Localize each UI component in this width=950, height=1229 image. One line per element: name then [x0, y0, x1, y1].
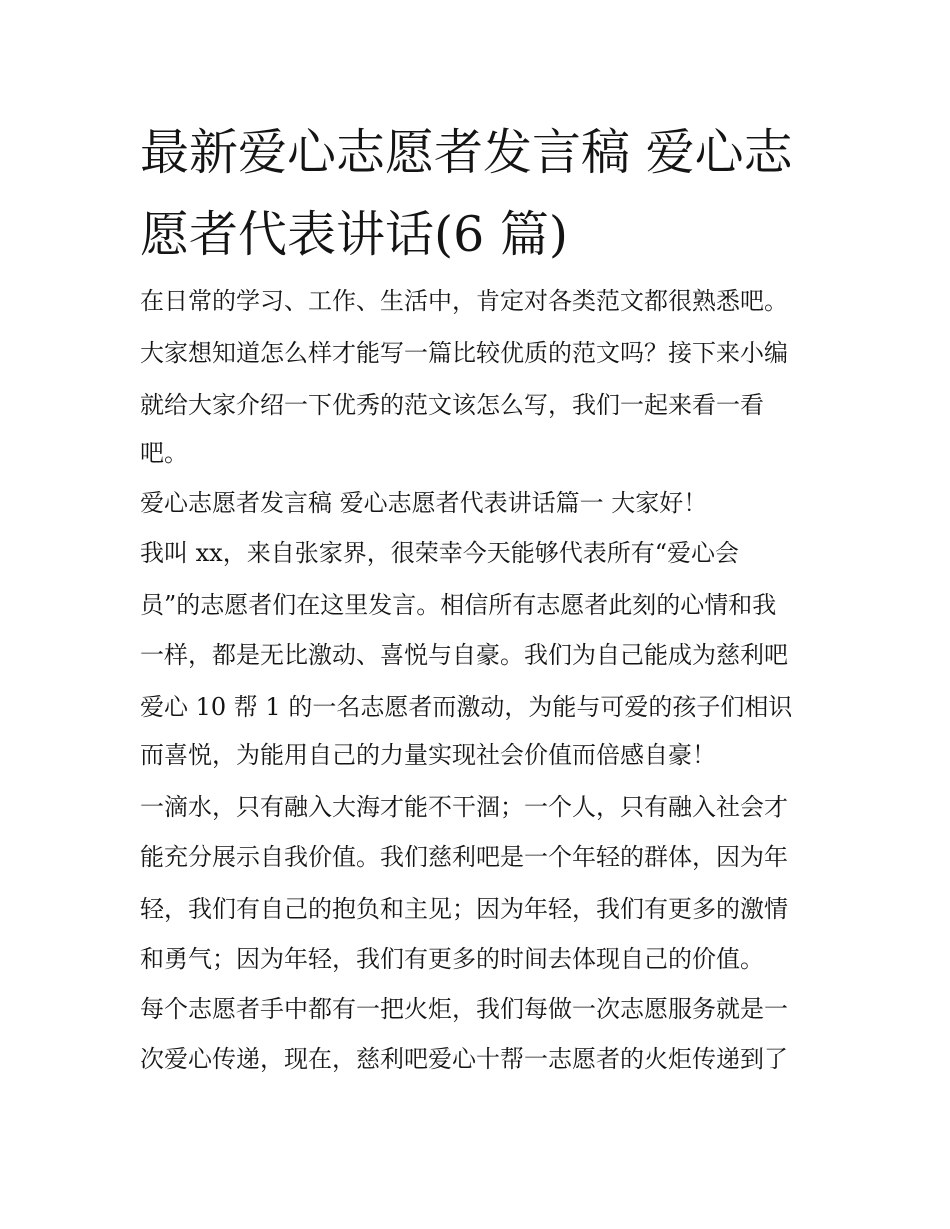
- body-line: 一滴水，只有融入大海才能不干涸；一个人，只有融入社会才: [140, 793, 788, 821]
- body-line: 吧。: [140, 439, 188, 467]
- body-line: 和勇气；因为年轻，我们有更多的时间去体现自己的价值。: [140, 945, 764, 973]
- body-line: 在日常的学习、工作、生活中，肯定对各类范文都很熟悉吧。: [140, 287, 788, 315]
- body-line: 次爱心传递，现在，慈利吧爱心十帮一志愿者的火炬传递到了: [140, 1045, 788, 1073]
- body-line: 一样，都是无比激动、喜悦与自豪。我们为自己能成为慈利吧: [140, 641, 788, 669]
- body-line: 员”的志愿者们在这里发言。相信所有志愿者此刻的心情和我: [140, 591, 777, 619]
- body-line: 能充分展示自我价值。我们慈利吧是一个年轻的群体，因为年: [140, 843, 788, 871]
- body-line: 每个志愿者手中都有一把火炬，我们每做一次志愿服务就是一: [140, 995, 788, 1023]
- document-title: [140, 112, 820, 276]
- body-line: 我叫 xx，来自张家界，很荣幸今天能够代表所有“爱心会: [140, 539, 739, 567]
- title-line-1: 最新爱心志愿者发言稿 爱心志: [140, 124, 793, 181]
- body-line: 轻，我们有自己的抱负和主见；因为年轻，我们有更多的激情: [140, 895, 788, 923]
- body-line: 就给大家介绍一下优秀的范文该怎么写，我们一起来看一看: [140, 391, 764, 419]
- body-line: 大家想知道怎么样才能写一篇比较优质的范文吗？接下来小编: [140, 339, 788, 367]
- body-line: 而喜悦，为能用自己的力量实现社会价值而倍感自豪！: [140, 741, 716, 769]
- title-line-2: 愿者代表讲话(6 篇): [140, 206, 568, 263]
- section-heading: 爱心志愿者发言稿 爱心志愿者代表讲话篇一 大家好！: [140, 489, 708, 517]
- body-line: 爱心 10 帮 1 的一名志愿者而激动，为能与可爱的孩子们相识: [140, 693, 793, 721]
